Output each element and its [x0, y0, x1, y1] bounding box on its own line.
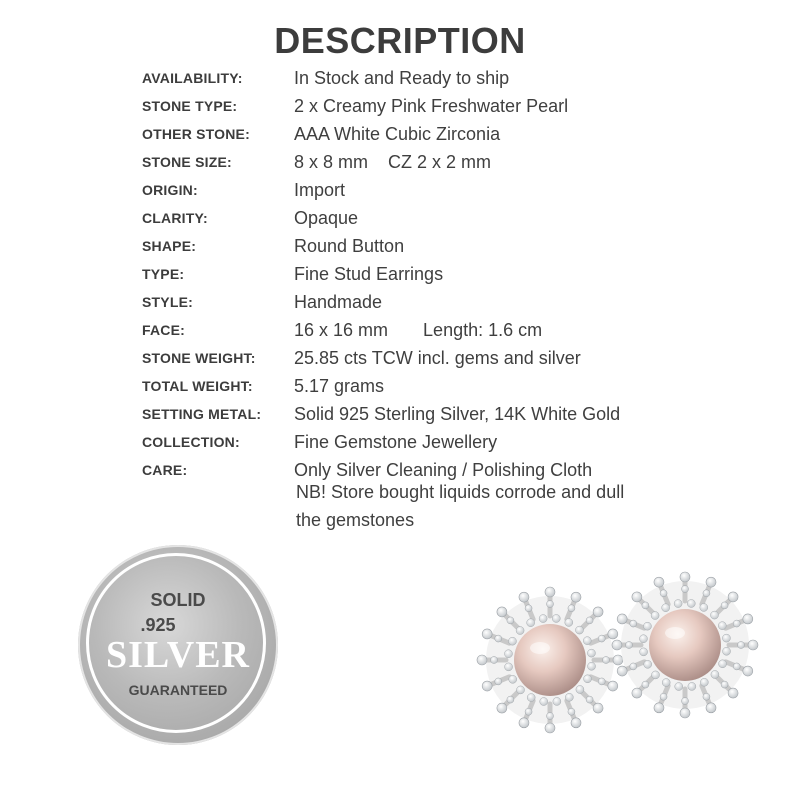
badge-guaranteed-text: GUARANTEED — [128, 682, 228, 698]
spec-row-style — [142, 288, 762, 316]
spec-value: Import — [294, 179, 346, 200]
spec-label: STONE SIZE: — [142, 154, 232, 170]
spec-value: Handmade — [294, 291, 383, 312]
spec-row-shape — [142, 232, 762, 260]
badge-silver-text: SILVER — [105, 634, 250, 676]
spec-value: 25.85 cts TCW incl. gems and silver — [294, 347, 581, 368]
spec-label: STONE TYPE: — [142, 98, 238, 114]
spec-label: COLLECTION: — [142, 434, 240, 450]
spec-value: AAA White Cubic Zirconia — [294, 123, 501, 144]
spec-label: TOTAL WEIGHT: — [142, 378, 253, 394]
pearl-earrings-image — [470, 560, 770, 750]
spec-row-stone-size — [142, 148, 762, 176]
spec-label: SETTING METAL: — [142, 406, 262, 422]
spec-label: CLARITY: — [142, 210, 208, 226]
spec-row-other-stone — [142, 120, 762, 148]
spec-value: 16 x 16 mm Length: 1.6 cm — [294, 319, 543, 340]
badge-925-text: .925 — [140, 615, 176, 635]
care-note-line-2: the gemstones — [296, 510, 415, 530]
spec-row-collection — [142, 428, 762, 456]
spec-table — [142, 64, 762, 484]
spec-value: Opaque — [294, 207, 359, 228]
spec-label: ORIGIN: — [142, 182, 198, 198]
spec-row-stone-weight — [142, 344, 762, 372]
spec-row-availability — [142, 64, 762, 92]
page-title: DESCRIPTION — [274, 20, 526, 61]
spec-value: Only Silver Cleaning / Polishing Cloth — [294, 459, 593, 480]
spec-label: STONE WEIGHT: — [142, 350, 256, 366]
earring-left — [477, 587, 623, 733]
spec-row-setting-metal — [142, 400, 762, 428]
spec-row-type — [142, 260, 762, 288]
spec-label: AVAILABILITY: — [142, 70, 243, 86]
spec-row-care — [142, 456, 762, 484]
spec-value: Fine Gemstone Jewellery — [294, 431, 498, 452]
spec-value: 2 x Creamy Pink Freshwater Pearl — [294, 95, 569, 116]
spec-value: In Stock and Ready to ship — [294, 67, 510, 88]
spec-value: Round Button — [294, 235, 405, 256]
spec-row-total-weight — [142, 372, 762, 400]
spec-value: Fine Stud Earrings — [294, 263, 444, 284]
spec-value: 5.17 grams — [294, 375, 385, 396]
badge-solid-text: SOLID — [150, 590, 206, 610]
spec-value: 8 x 8 mm CZ 2 x 2 mm — [294, 151, 492, 172]
spec-label: SHAPE: — [142, 238, 197, 254]
spec-row-stone-type — [142, 92, 762, 120]
spec-row-clarity — [142, 204, 762, 232]
care-note-line-1: NB! Store bought liquids corrode and dull — [296, 482, 625, 502]
silver-guarantee-badge — [78, 545, 278, 745]
spec-row-face — [142, 316, 762, 344]
spec-value: Solid 925 Sterling Silver, 14K White Gold — [294, 403, 621, 424]
spec-label: OTHER STONE: — [142, 126, 250, 142]
earring-right — [612, 572, 758, 718]
spec-label: FACE: — [142, 322, 185, 338]
spec-row-origin — [142, 176, 762, 204]
spec-label: STYLE: — [142, 294, 193, 310]
spec-label: CARE: — [142, 462, 188, 478]
spec-label: TYPE: — [142, 266, 185, 282]
